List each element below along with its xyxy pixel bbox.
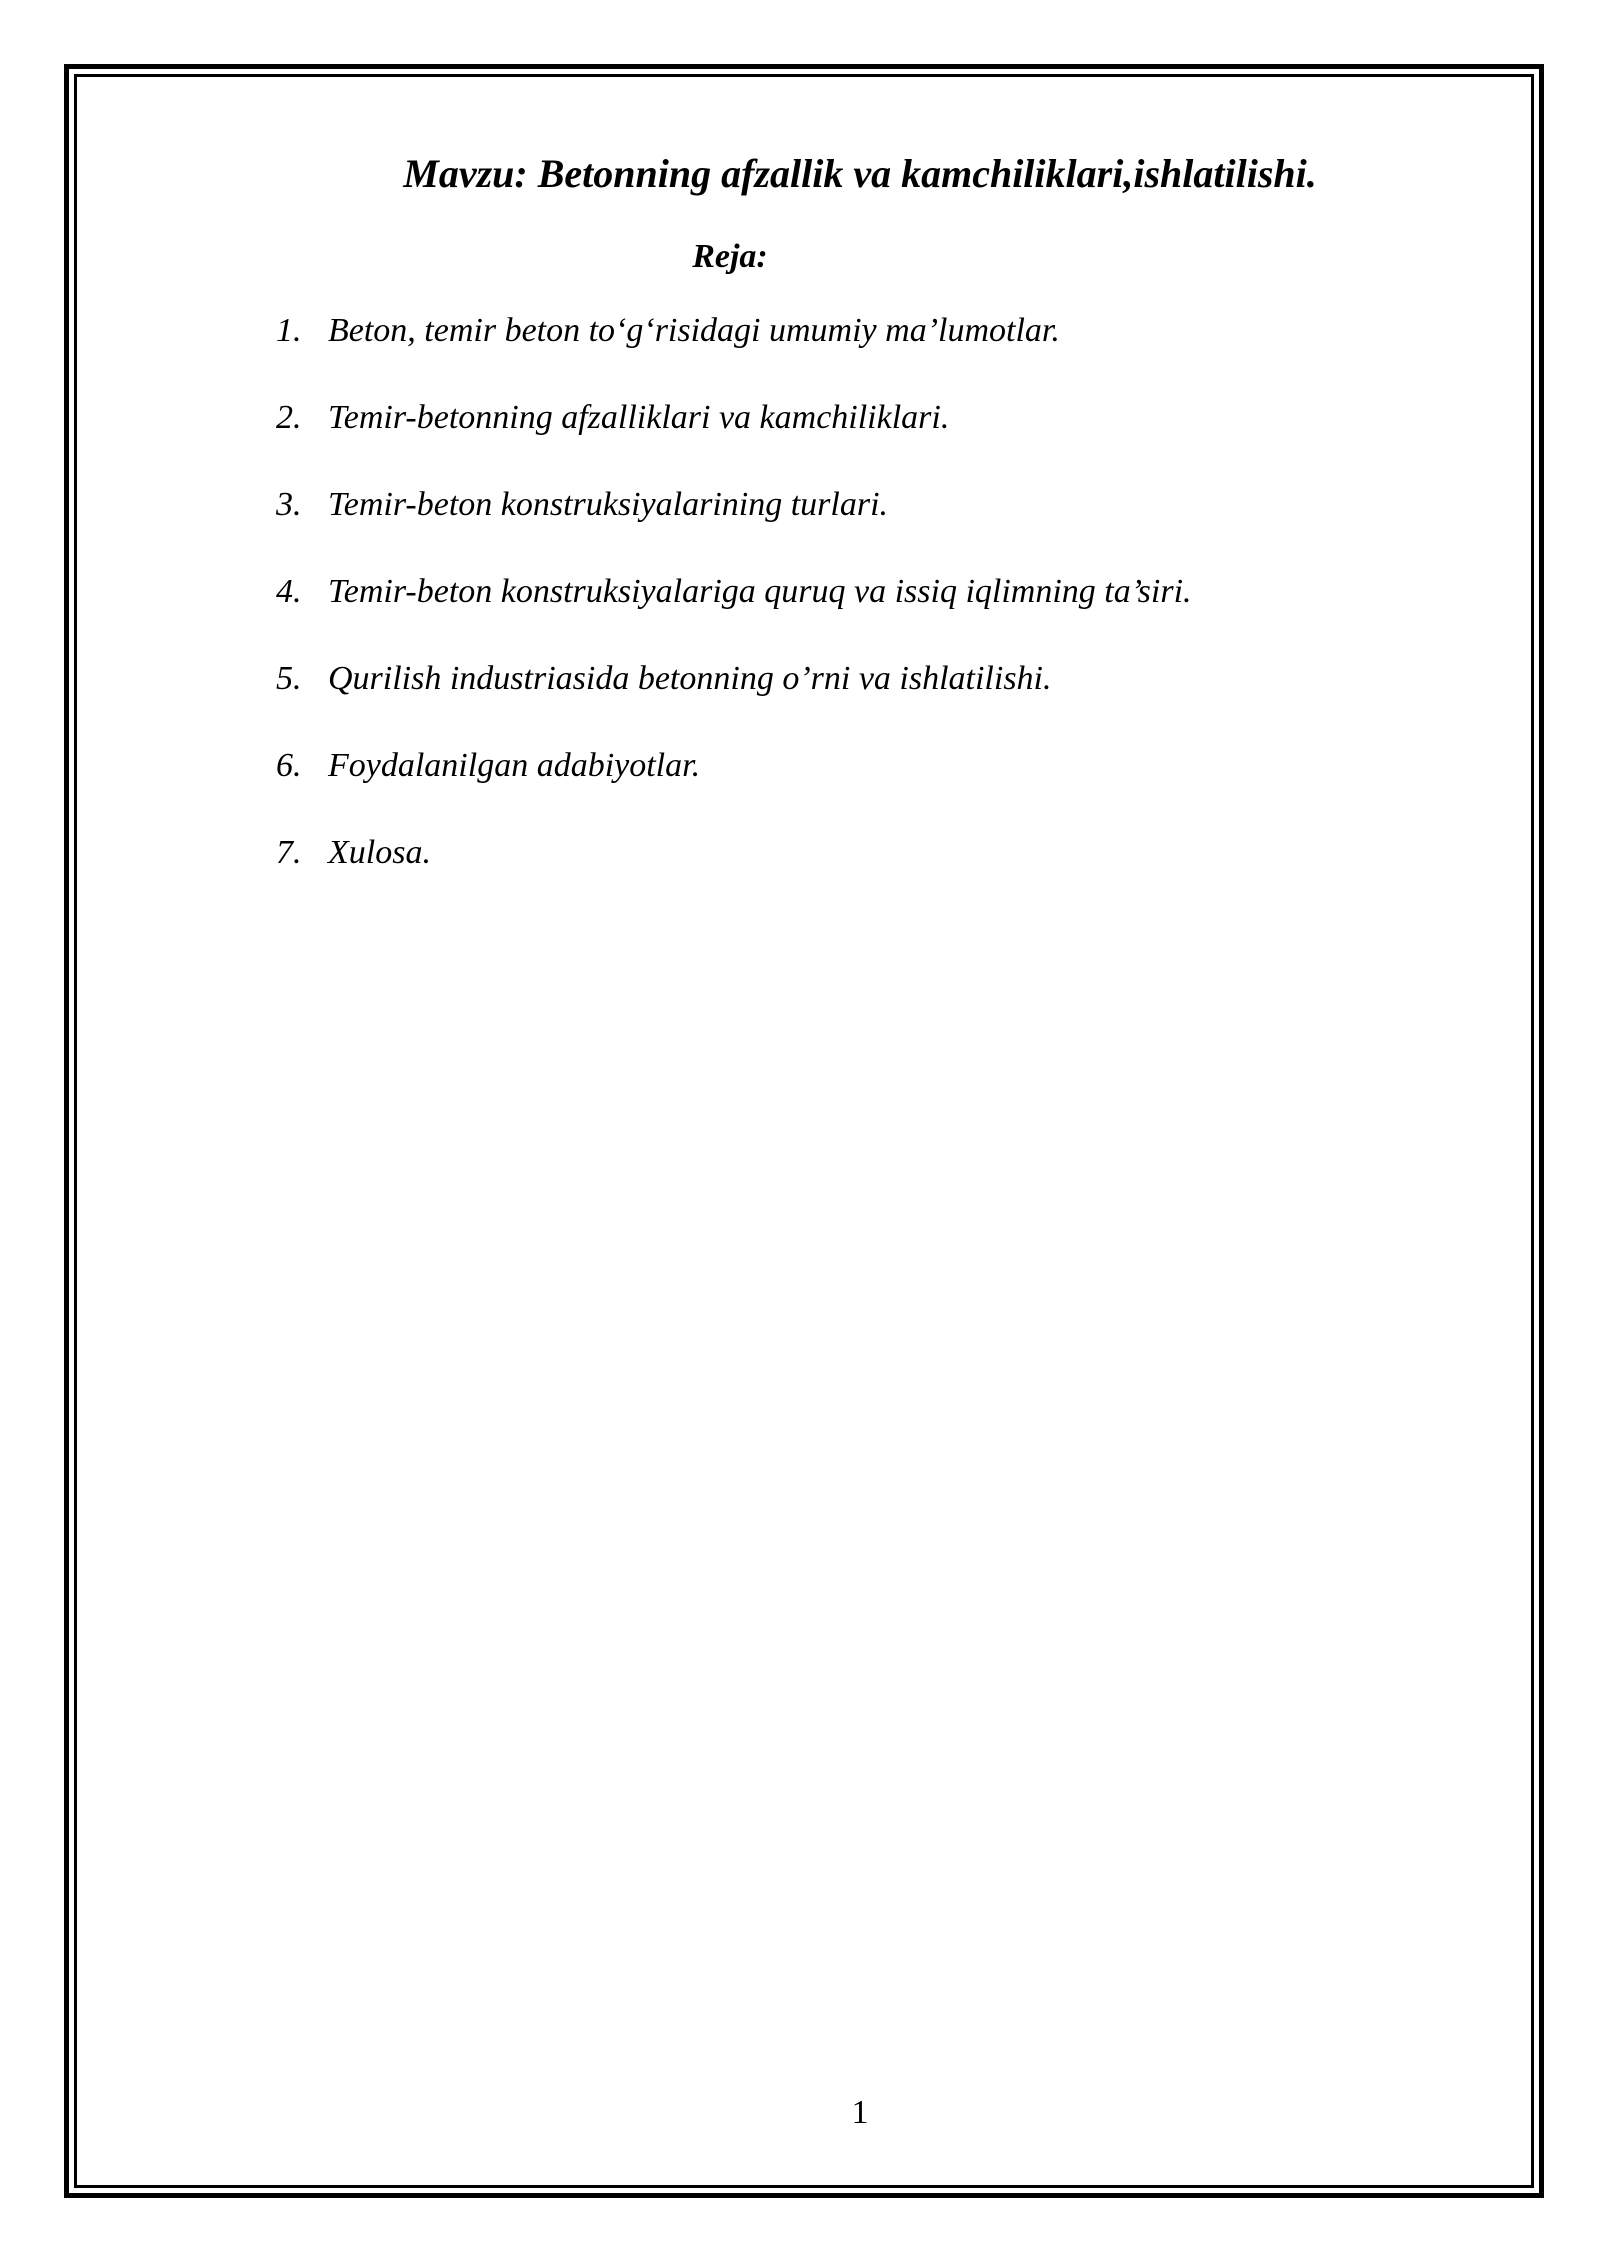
plan-item-text: Foydalanilgan adabiyotlar. — [328, 747, 701, 784]
plan-item-number: 7. — [276, 834, 302, 871]
plan-item — [276, 660, 1192, 747]
plan-item-number: 2. — [276, 399, 302, 436]
plan-item-number: 6. — [276, 747, 302, 784]
plan-item — [276, 747, 1192, 834]
plan-list — [276, 312, 1192, 921]
plan-item-number: 3. — [276, 486, 302, 523]
plan-item — [276, 834, 1192, 921]
plan-item — [276, 399, 1192, 486]
plan-item-number: 5. — [276, 660, 302, 697]
plan-item-text: Temir-beton konstruksiyalariga quruq va issiq iqlimning ta’siri. — [328, 573, 1192, 610]
plan-item-number: 1. — [276, 312, 302, 349]
plan-item-text: Temir-beton konstruksiyalarining turlari. — [328, 486, 889, 523]
plan-item — [276, 312, 1192, 399]
page-number: 1 — [851, 2094, 869, 2131]
plan-item-text: Beton, temir beton to‘g‘risidagi umumiy ma’lumotlar. — [328, 312, 1060, 349]
page-title: Mavzu: Betonning afzallik va kamchiliklari,ishlatilishi. — [403, 151, 1317, 196]
plan-heading: Reja: — [692, 238, 768, 275]
plan-item-text: Xulosa. — [328, 834, 431, 871]
plan-item — [276, 573, 1192, 660]
plan-item-text: Temir-betonning afzalliklari va kamchiliklari. — [328, 399, 950, 436]
plan-item-text: Qurilish industriasida betonning o’rni va ishlatilishi. — [328, 660, 1052, 697]
plan-item — [276, 486, 1192, 573]
plan-item-number: 4. — [276, 573, 302, 610]
